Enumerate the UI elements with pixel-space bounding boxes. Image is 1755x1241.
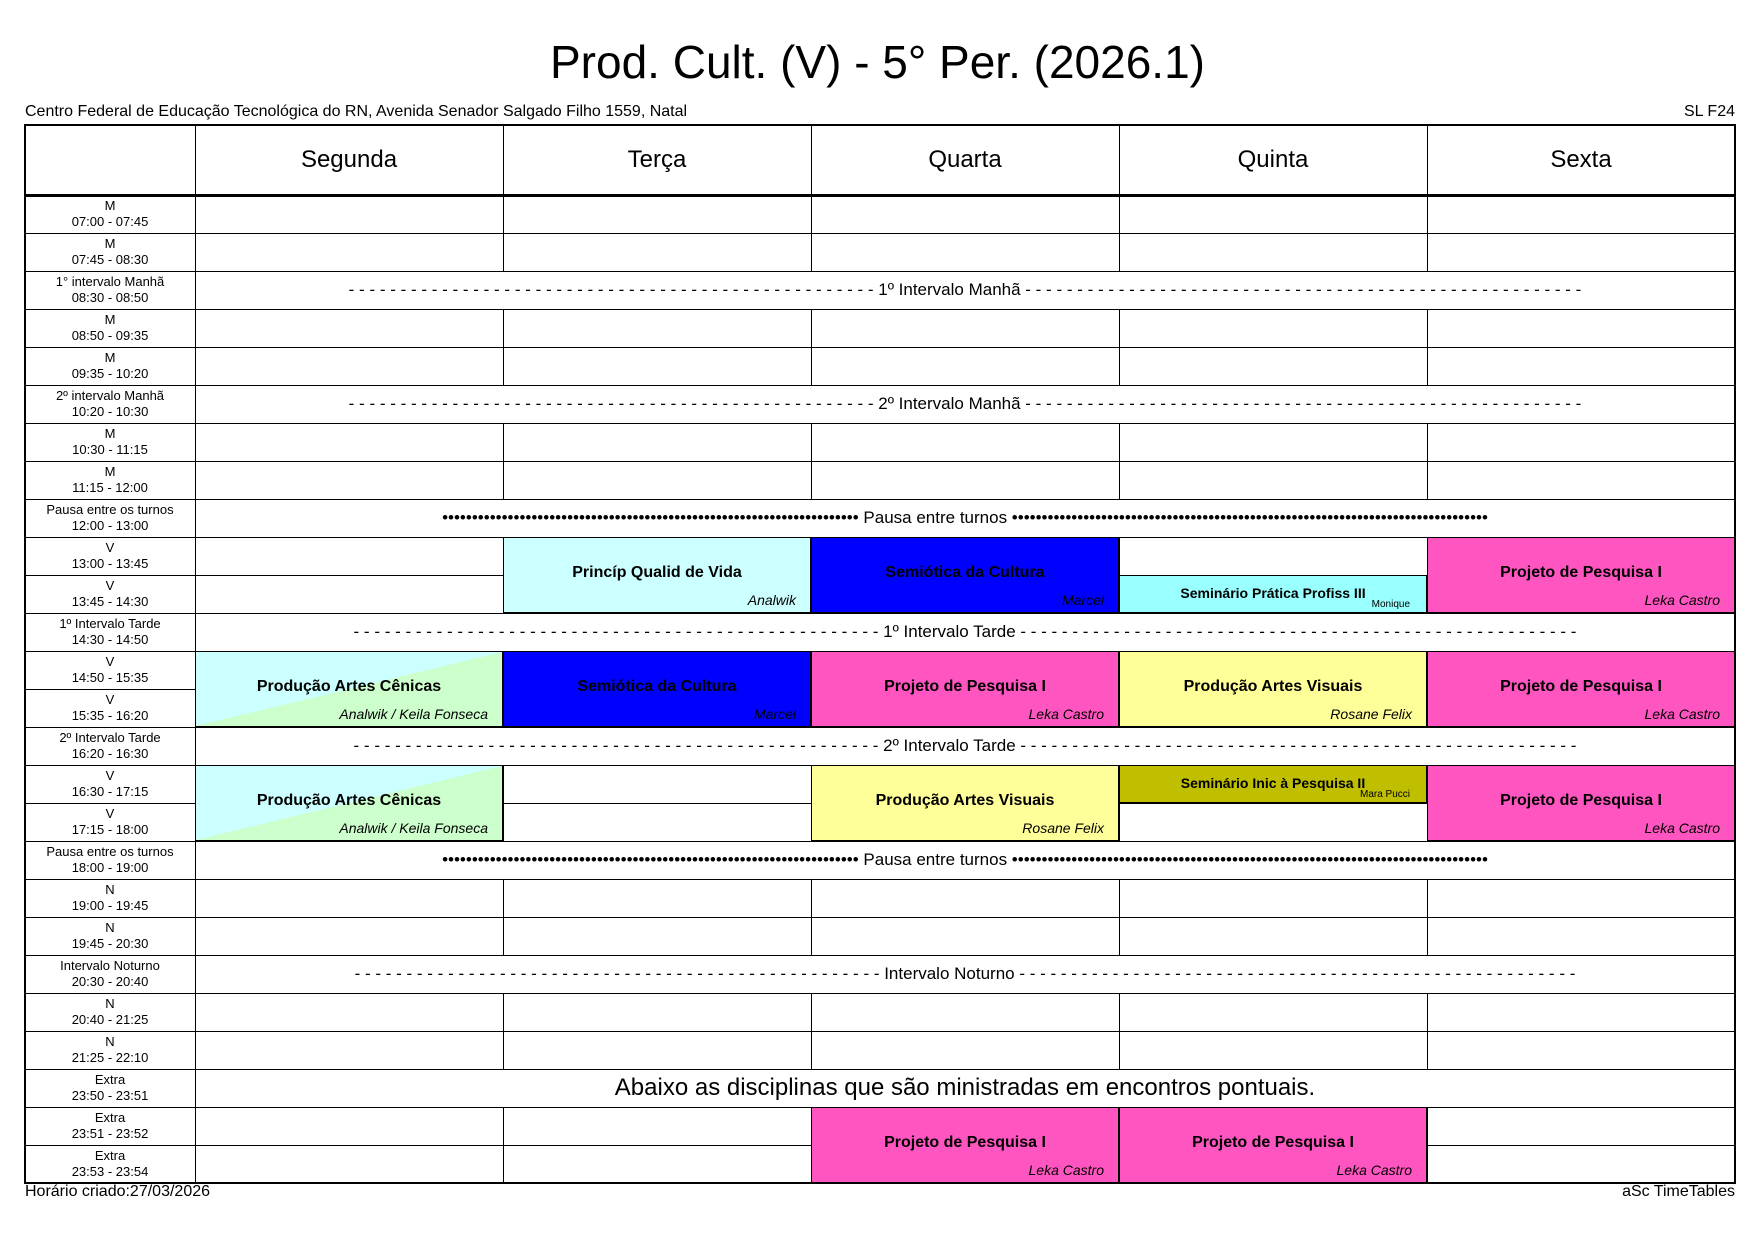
lesson-subject: Semiótica da Cultura: [885, 564, 1045, 581]
period-time: 20:30 - 20:40: [71, 974, 149, 989]
column-divider: [811, 309, 812, 347]
column-divider: [503, 461, 504, 499]
lesson-subject: Princíp Qualid de Vida: [572, 564, 742, 581]
row-divider: [25, 461, 1735, 462]
column-divider: [1427, 917, 1428, 955]
timetable-title: Prod. Cult. (V) - 5° Per. (2026.1): [550, 36, 1205, 88]
period-label: [25, 803, 195, 841]
period-label: [25, 309, 195, 347]
lesson-teacher: Monique: [1371, 599, 1410, 610]
lesson-card[interactable]: [1427, 537, 1735, 613]
lesson-card[interactable]: [1119, 1107, 1427, 1183]
lesson-subject: Produção Artes Cênicas: [256, 678, 442, 695]
period-label: [25, 955, 195, 993]
lesson-subject: Seminário Inic à Pesquisa II: [1180, 775, 1366, 791]
column-divider: [1427, 461, 1428, 499]
row-divider: [25, 233, 1735, 234]
period-time: 20:40 - 21:25: [71, 1012, 149, 1027]
period-label: [25, 1107, 195, 1145]
period-name: V: [105, 578, 115, 593]
period-label: [25, 993, 195, 1031]
lesson-card[interactable]: [1119, 575, 1427, 613]
column-divider: [811, 233, 812, 271]
lesson-teacher: Marcel: [1061, 592, 1104, 608]
period-time: 08:50 - 09:35: [71, 328, 149, 343]
lesson-card[interactable]: [811, 537, 1119, 613]
column-divider: [1119, 195, 1120, 233]
lesson-card[interactable]: [1119, 651, 1427, 727]
column-divider: [195, 575, 196, 613]
column-divider: [503, 125, 504, 195]
lesson-teacher: Analwik / Keila Fonseca: [339, 706, 488, 722]
break-band: - - - - - - - - - - - - - - - - - - - - - - - - - - - - - - - - - - - - - - - - - - - - - - - - - - - 1º Intervalo Manhã - - - - - - - - - - - - - - - - - - - - - - - - - - - - - - - - - - - - - - - - - - - - - - - - - - - - - -: [348, 280, 1582, 299]
lesson-card[interactable]: [195, 765, 503, 841]
column-divider: [195, 537, 196, 575]
lesson-subject: Projeto de Pesquisa I: [1500, 678, 1662, 695]
period-label: [25, 613, 195, 651]
period-time: 10:30 - 11:15: [72, 442, 148, 457]
period-name: V: [105, 768, 115, 783]
period-name: 2º intervalo Manhã: [55, 388, 165, 403]
break-band: - - - - - - - - - - - - - - - - - - - - - - - - - - - - - - - - - - - - - - - - - - - - - - - - - - - Intervalo Noturno - - - - - - - - - - - - - - - - - - - - - - - - - - - - - - - - - - - - - - - - - - - - - - - - - - - - - -: [354, 964, 1576, 983]
period-label: [25, 1031, 195, 1069]
note-text: Abaixo as disciplinas que são ministradas em encontros pontuais.: [614, 1074, 1316, 1101]
day-header: Segunda: [300, 146, 398, 173]
period-time: 17:15 - 18:00: [71, 822, 149, 837]
break-band: - - - - - - - - - - - - - - - - - - - - - - - - - - - - - - - - - - - - - - - - - - - - - - - - - - - 2º Intervalo Manhã - - - - - - - - - - - - - - - - - - - - - - - - - - - - - - - - - - - - - - - - - - - - - - - - - - - - - -: [348, 394, 1582, 413]
period-name: 2º Intervalo Tarde: [59, 730, 161, 745]
lesson-teacher: Rosane Felix: [1022, 820, 1104, 836]
lesson-teacher: Leka Castro: [1336, 1162, 1412, 1178]
column-divider: [811, 461, 812, 499]
period-label: [25, 879, 195, 917]
break-band: - - - - - - - - - - - - - - - - - - - - - - - - - - - - - - - - - - - - - - - - - - - - - - - - - - - 1º Intervalo Tarde - - - - - - - - - - - - - - - - - - - - - - - - - - - - - - - - - - - - - - - - - - - - - - - - - - - - - -: [353, 622, 1577, 641]
period-time: 07:45 - 08:30: [71, 252, 149, 267]
column-divider: [811, 1031, 812, 1069]
period-time: 12:00 - 13:00: [71, 518, 149, 533]
day-header: Quinta: [1237, 146, 1309, 173]
school-address: Centro Federal de Educação Tecnológica do RN, Avenida Senador Salgado Filho 1559, Natal: [25, 103, 688, 120]
column-divider: [1119, 309, 1120, 347]
column-divider: [195, 1107, 196, 1145]
period-label: [25, 651, 195, 689]
period-time: 15:35 - 16:20: [71, 708, 149, 723]
column-divider: [1119, 993, 1120, 1031]
lesson-teacher: Leka Castro: [1644, 706, 1720, 722]
period-time: 23:51 - 23:52: [71, 1126, 149, 1141]
lesson-card[interactable]: [811, 1107, 1119, 1183]
period-name: 1º Intervalo Tarde: [59, 616, 161, 631]
lesson-teacher: Mara Pucci: [1359, 789, 1410, 800]
lesson-card[interactable]: [811, 651, 1119, 727]
period-time: 16:20 - 16:30: [71, 746, 149, 761]
period-name: M: [104, 198, 116, 213]
column-divider: [195, 195, 196, 233]
column-divider: [1119, 423, 1120, 461]
column-divider: [1119, 347, 1120, 385]
column-divider: [1427, 233, 1428, 271]
period-time: 13:00 - 13:45: [71, 556, 149, 571]
period-name: V: [105, 654, 115, 669]
period-time: 10:20 - 10:30: [71, 404, 149, 419]
period-label: [25, 537, 195, 575]
period-label: [25, 423, 195, 461]
column-divider: [503, 423, 504, 461]
lesson-subject: Produção Artes Cênicas: [256, 792, 442, 809]
period-label: [25, 499, 195, 537]
column-divider: [503, 917, 504, 955]
period-time: 23:50 - 23:51: [71, 1088, 149, 1103]
period-label: [25, 575, 195, 613]
column-divider: [1119, 233, 1120, 271]
column-divider: [811, 993, 812, 1031]
lesson-teacher: Marcel: [753, 706, 796, 722]
period-name: V: [105, 540, 115, 555]
period-time: 23:53 - 23:54: [71, 1164, 149, 1179]
lesson-teacher: Analwik / Keila Fonseca: [339, 820, 488, 836]
lesson-subject: Semiótica da Cultura: [577, 678, 737, 695]
frame-bottom: [24, 1182, 1736, 1184]
lesson-subject: Projeto de Pesquisa I: [884, 1134, 1046, 1151]
lesson-subject: Projeto de Pesquisa I: [884, 678, 1046, 695]
period-label: [25, 727, 195, 765]
period-time: 21:25 - 22:10: [71, 1050, 149, 1065]
period-name: Pausa entre os turnos: [46, 502, 174, 517]
column-divider: [503, 1031, 504, 1069]
period-label: [25, 195, 195, 233]
created-date: Horário criado:27/03/2026: [25, 1183, 211, 1200]
lesson-card[interactable]: [503, 537, 811, 613]
column-divider: [195, 1031, 196, 1069]
period-label: [25, 461, 195, 499]
period-time: 18:00 - 19:00: [71, 860, 149, 875]
lesson-card[interactable]: [1427, 765, 1735, 841]
period-name: V: [105, 692, 115, 707]
column-divider: [1119, 917, 1120, 955]
column-divider: [195, 917, 196, 955]
lesson-card[interactable]: [811, 765, 1119, 841]
column-divider: [195, 993, 196, 1031]
column-divider: [503, 309, 504, 347]
period-time: 09:35 - 10:20: [71, 366, 149, 381]
column-divider: [503, 993, 504, 1031]
column-divider: [1427, 879, 1428, 917]
period-name: N: [105, 920, 115, 935]
day-header: Sexta: [1550, 146, 1612, 173]
period-name: M: [104, 350, 116, 365]
period-label: [25, 271, 195, 309]
column-divider: [195, 423, 196, 461]
period-name: N: [105, 882, 115, 897]
column-divider: [811, 917, 812, 955]
lesson-card[interactable]: [195, 651, 503, 727]
column-divider: [1119, 879, 1120, 917]
period-name: N: [105, 1034, 115, 1049]
column-divider: [811, 423, 812, 461]
lesson-card[interactable]: [1119, 765, 1427, 803]
lesson-teacher: Leka Castro: [1028, 706, 1104, 722]
column-divider: [1427, 309, 1428, 347]
period-label: [25, 765, 195, 803]
lesson-teacher: Rosane Felix: [1330, 706, 1412, 722]
column-divider: [503, 195, 504, 233]
row-divider: [25, 1031, 1735, 1032]
lesson-teacher: Analwik: [747, 592, 796, 608]
period-name: V: [105, 806, 115, 821]
period-label: [25, 1145, 195, 1183]
column-divider: [503, 233, 504, 271]
period-time: 16:30 - 17:15: [71, 784, 149, 799]
column-divider: [195, 233, 196, 271]
period-name: Pausa entre os turnos: [46, 844, 174, 859]
room-label: SL F24: [1684, 103, 1735, 120]
lesson-teacher: Leka Castro: [1028, 1162, 1104, 1178]
column-divider: [811, 125, 812, 195]
period-label: [25, 233, 195, 271]
column-divider: [1427, 1031, 1428, 1069]
period-time: 08:30 - 08:50: [71, 290, 149, 305]
frame-right: [1734, 124, 1736, 1184]
column-divider: [1427, 993, 1428, 1031]
lesson-subject: Projeto de Pesquisa I: [1500, 792, 1662, 809]
lesson-subject: Seminário Prática Profiss III: [1180, 585, 1366, 601]
period-label: [25, 385, 195, 423]
column-divider: [195, 879, 196, 917]
period-label: [25, 917, 195, 955]
day-header: Terça: [627, 146, 687, 173]
period-name: M: [104, 464, 116, 479]
period-name: Extra: [94, 1148, 126, 1163]
lesson-subject: Produção Artes Visuais: [875, 792, 1055, 809]
day-header: Quarta: [928, 146, 1002, 173]
period-name: Extra: [94, 1110, 126, 1125]
column-divider: [195, 309, 196, 347]
frame-top: [24, 124, 1736, 126]
column-divider: [195, 347, 196, 385]
period-time: 13:45 - 14:30: [71, 594, 149, 609]
column-divider: [811, 347, 812, 385]
lesson-subject: Produção Artes Visuais: [1183, 678, 1363, 695]
column-divider: [195, 461, 196, 499]
period-time: 14:30 - 14:50: [71, 632, 149, 647]
column-divider: [503, 879, 504, 917]
software-credit: aSc TimeTables: [1622, 1183, 1735, 1200]
period-label: [25, 689, 195, 727]
period-label: [25, 347, 195, 385]
column-divider: [503, 1107, 504, 1145]
column-divider: [811, 195, 812, 233]
period-time: 19:00 - 19:45: [71, 898, 149, 913]
period-time: 07:00 - 07:45: [71, 214, 149, 229]
period-time: 11:15 - 12:00: [72, 480, 148, 495]
period-name: M: [104, 312, 116, 327]
period-time: 19:45 - 20:30: [71, 936, 149, 951]
break-band: •••••••••••••••••••••••••••••••••••••••••••••••••••••••••••••••••••••• Pausa entre turnos ••••••••••••••••••••••••••••••••••••••••••••••••••••••••••••••••••••••••••••••••: [442, 508, 1488, 527]
period-label: [25, 1069, 195, 1107]
header-rule: [25, 194, 1735, 197]
column-divider: [811, 879, 812, 917]
column-divider: [1119, 461, 1120, 499]
column-divider: [1427, 423, 1428, 461]
column-divider: [1427, 347, 1428, 385]
column-divider: [1119, 1031, 1120, 1069]
period-name: Extra: [94, 1072, 126, 1087]
row-divider: [25, 347, 1735, 348]
period-name: 1° intervalo Manhã: [55, 274, 165, 289]
lesson-teacher: Leka Castro: [1644, 820, 1720, 836]
lesson-card[interactable]: [1427, 651, 1735, 727]
period-name: Intervalo Noturno: [60, 958, 160, 973]
column-divider: [503, 347, 504, 385]
break-band: - - - - - - - - - - - - - - - - - - - - - - - - - - - - - - - - - - - - - - - - - - - - - - - - - - - 2º Intervalo Tarde - - - - - - - - - - - - - - - - - - - - - - - - - - - - - - - - - - - - - - - - - - - - - - - - - - - - - -: [353, 736, 1577, 755]
lesson-teacher: Leka Castro: [1644, 592, 1720, 608]
column-divider: [195, 125, 196, 195]
lesson-subject: Projeto de Pesquisa I: [1500, 564, 1662, 581]
row-divider: [25, 917, 1735, 918]
lesson-card[interactable]: [503, 651, 811, 727]
column-divider: [1427, 125, 1428, 195]
period-name: M: [104, 236, 116, 251]
break-band: •••••••••••••••••••••••••••••••••••••••••••••••••••••••••••••••••••••• Pausa entre turnos ••••••••••••••••••••••••••••••••••••••••••••••••••••••••••••••••••••••••••••••••: [442, 850, 1488, 869]
period-name: N: [105, 996, 115, 1011]
lesson-subject: Projeto de Pesquisa I: [1192, 1134, 1354, 1151]
column-divider: [1427, 195, 1428, 233]
period-name: M: [104, 426, 116, 441]
column-divider: [1119, 125, 1120, 195]
period-label: [25, 841, 195, 879]
column-divider: [195, 1145, 196, 1183]
frame-left: [24, 124, 26, 1184]
period-time: 14:50 - 15:35: [71, 670, 149, 685]
column-divider: [503, 1145, 504, 1183]
